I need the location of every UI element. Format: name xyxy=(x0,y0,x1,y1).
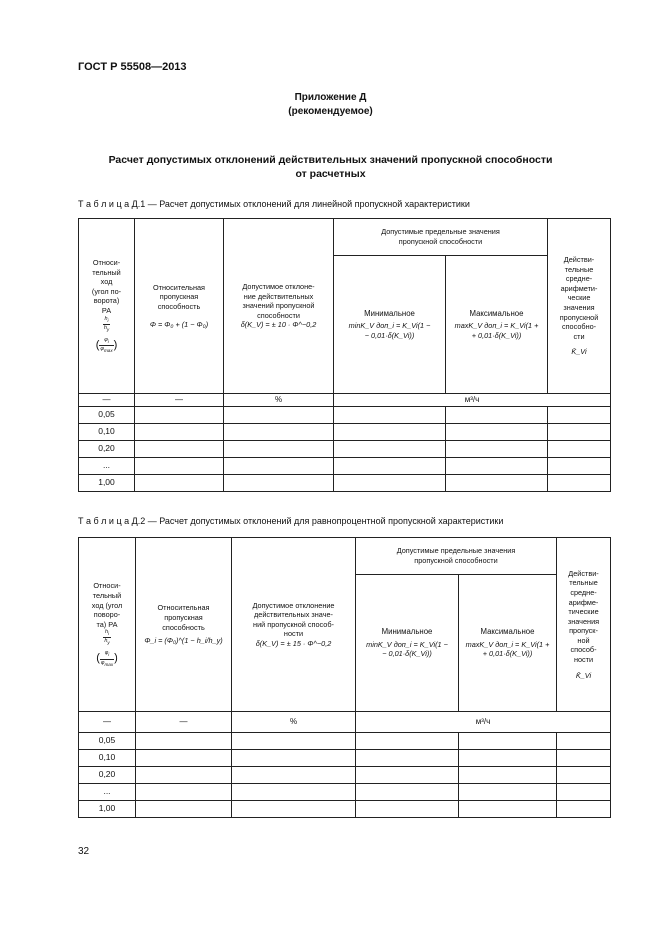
table-row: 1,00 xyxy=(79,801,611,818)
section-title: Расчет допустимых отклонений действительных значений пропускной способности от расчетных xyxy=(108,154,553,180)
t2-stroke-fraction: $\frac{h_i}{h_y}$ xyxy=(104,629,110,646)
t1-header-min: Минимальное minK_V доп_i = K_Vi(1 − − 0,01·δ(K_Vi)) xyxy=(334,256,446,394)
table-row: 0,05 xyxy=(79,407,611,424)
t2-header-limits: Допустимые предельные значения пропускной способности xyxy=(356,538,557,575)
t2-header-deviation: Допустимое отклонение действительных значе- ний пропускной способ- ности δ(K_V) = ± 15 · Φ^−0,2 xyxy=(232,538,356,712)
table-row: 1,00 xyxy=(79,475,611,492)
standard-code: ГОСТ Р 55508—2013 xyxy=(78,61,187,73)
table-row: ... xyxy=(79,784,611,801)
table-row: 0,05 xyxy=(79,733,611,750)
table2-caption: Т а б л и ц а Д.2 — Расчет допустимых отклонений для равнопроцентной пропускной характеристики xyxy=(78,516,504,526)
t1-header-mean: Действи- тельные средне- арифмети- ческие значения пропускной способно- сти K̄_Vi xyxy=(548,219,611,394)
t1-header-max: Максимальное maxK_V доп_i = K_Vi(1 + + 0,01·δ(K_Vi)) xyxy=(446,256,548,394)
t1-unit-capacity: — xyxy=(135,394,224,407)
t2-header-min: Минимальное minK_V доп_i = K_Vi(1 − − 0,01·δ(K_Vi)) xyxy=(356,575,459,712)
t2-header-stroke: Относи- тельный ход (угол поворо- та) РА $\frac{h_i}{h_y}$ ( $\frac{\varphi_i}{\varphi_{max}}$ ) xyxy=(79,538,136,712)
appendix-title: Приложение Д xyxy=(294,92,367,103)
table1 xyxy=(78,218,611,492)
t1-unit-stroke: — xyxy=(79,394,135,407)
table-row: 0,20 xyxy=(79,441,611,458)
table-row: ... xyxy=(79,458,611,475)
t2-unit-capacity: — xyxy=(136,712,232,733)
page-number: 32 xyxy=(78,846,90,857)
t1-unit-deviation: % xyxy=(224,394,334,407)
table-row: 0,20 xyxy=(79,767,611,784)
table-row: 0,10 xyxy=(79,424,611,441)
t1-angle-fraction: $\frac{\varphi_i}{\varphi_{max}}$ xyxy=(100,336,113,353)
table1-caption: Т а б л и ц а Д.1 — Расчет допустимых отклонений для линейной пропускной характеристики xyxy=(78,199,470,209)
t1-header-stroke: Относи- тельный ход (угол по- ворота) РА $\frac{h_i}{h_y}$ ( $\frac{\varphi_i}{\varphi_{max}}$ ) xyxy=(79,219,135,394)
t2-angle-fraction: $\frac{\varphi_i}{\varphi_{max}}$ xyxy=(100,650,114,667)
t1-header-capacity: Относительная пропускная способность Φ = Φ₀ + (1 − Φ₀) xyxy=(135,219,224,394)
t1-stroke-fraction: $\frac{h_i}{h_y}$ xyxy=(103,315,110,332)
t2-header-capacity: Относительная пропускная способность Φ_i = (Φ₀)^(1 − h_i/h_y) xyxy=(136,538,232,712)
table2 xyxy=(78,537,611,818)
t2-unit-flow: м³/ч xyxy=(356,712,611,733)
t2-unit-stroke: — xyxy=(79,712,136,733)
table-row: 0,10 xyxy=(79,750,611,767)
t2-header-mean: Действи- тельные средне- арифме- тические значения пропуск- ной способ- ности K̄_Vi xyxy=(557,538,611,712)
t1-header-limits: Допустимые предельные значения пропускной способности xyxy=(334,219,548,256)
t2-unit-deviation: % xyxy=(232,712,356,733)
t1-unit-flow: м³/ч xyxy=(334,394,611,407)
t1-header-deviation: Допустимое отклоне- ние действительных значений пропускной способности δ(K_V) = ± 10 · Φ^−0,2 xyxy=(224,219,334,394)
appendix-note: (рекомендуемое) xyxy=(288,106,373,117)
t2-header-max: Максимальное maxK_V доп_i = K_Vi(1 + + 0,01·δ(K_Vi)) xyxy=(459,575,557,712)
